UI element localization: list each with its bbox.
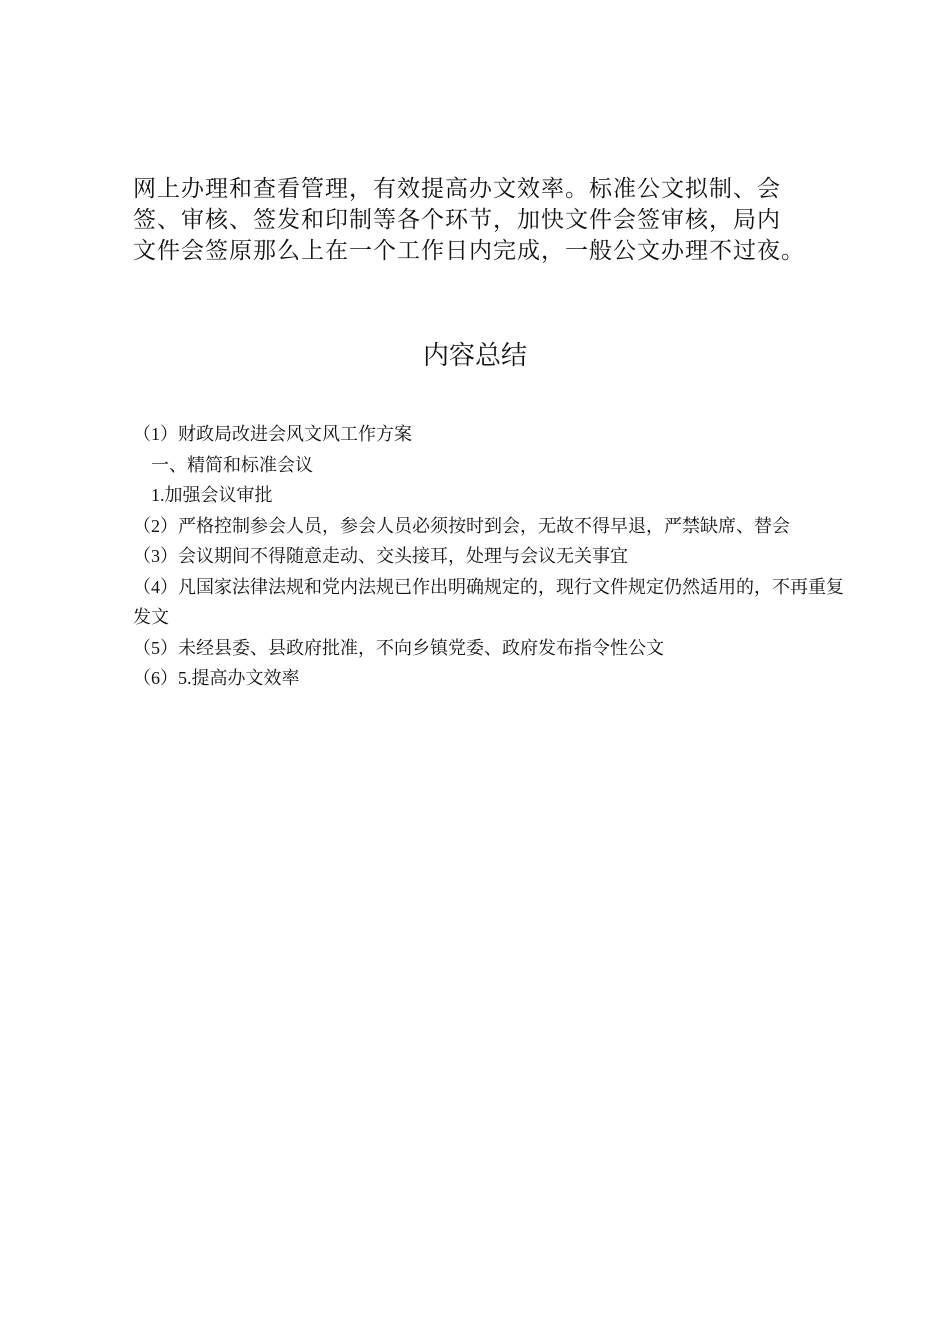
intro-line: 签、审核、签发和印制等各个环节，加快文件会签审核，局内 — [133, 207, 781, 233]
summary-item: 一、精简和标准会议 — [151, 454, 313, 475]
summary-item: （5）未经县委、县政府批准，不向乡镇党委、政府发布指令性公文 — [133, 637, 664, 658]
summary-item: （4）凡国家法律法规和党内法规已作出明确规定的，现行文件规定仍然适用的，不再重复发文 — [133, 576, 844, 627]
summary-item: （1）财政局改进会风文风工作方案 — [133, 424, 412, 444]
summary-list — [133, 419, 853, 694]
summary-item: 1.加强会议审批 — [151, 485, 273, 505]
summary-item: （2）严格控制参会人员，参会人员必须按时到会，无故不得早退，严禁缺席、替会 — [133, 515, 790, 536]
summary-title: 内容总结 — [422, 341, 527, 371]
summary-item: （6）5.提高办文效率 — [133, 668, 300, 688]
summary-item: （3）会议期间不得随意走动、交头接耳，处理与会议无关事宜 — [133, 546, 628, 566]
intro-line: 网上办理和查看管理，有效提高办文效率。标准公文拟制、会 — [133, 176, 781, 202]
intro-paragraph — [133, 174, 833, 267]
intro-line: 文件会签原那么上在一个工作日内完成，一般公文办理不过夜。 — [133, 238, 805, 264]
